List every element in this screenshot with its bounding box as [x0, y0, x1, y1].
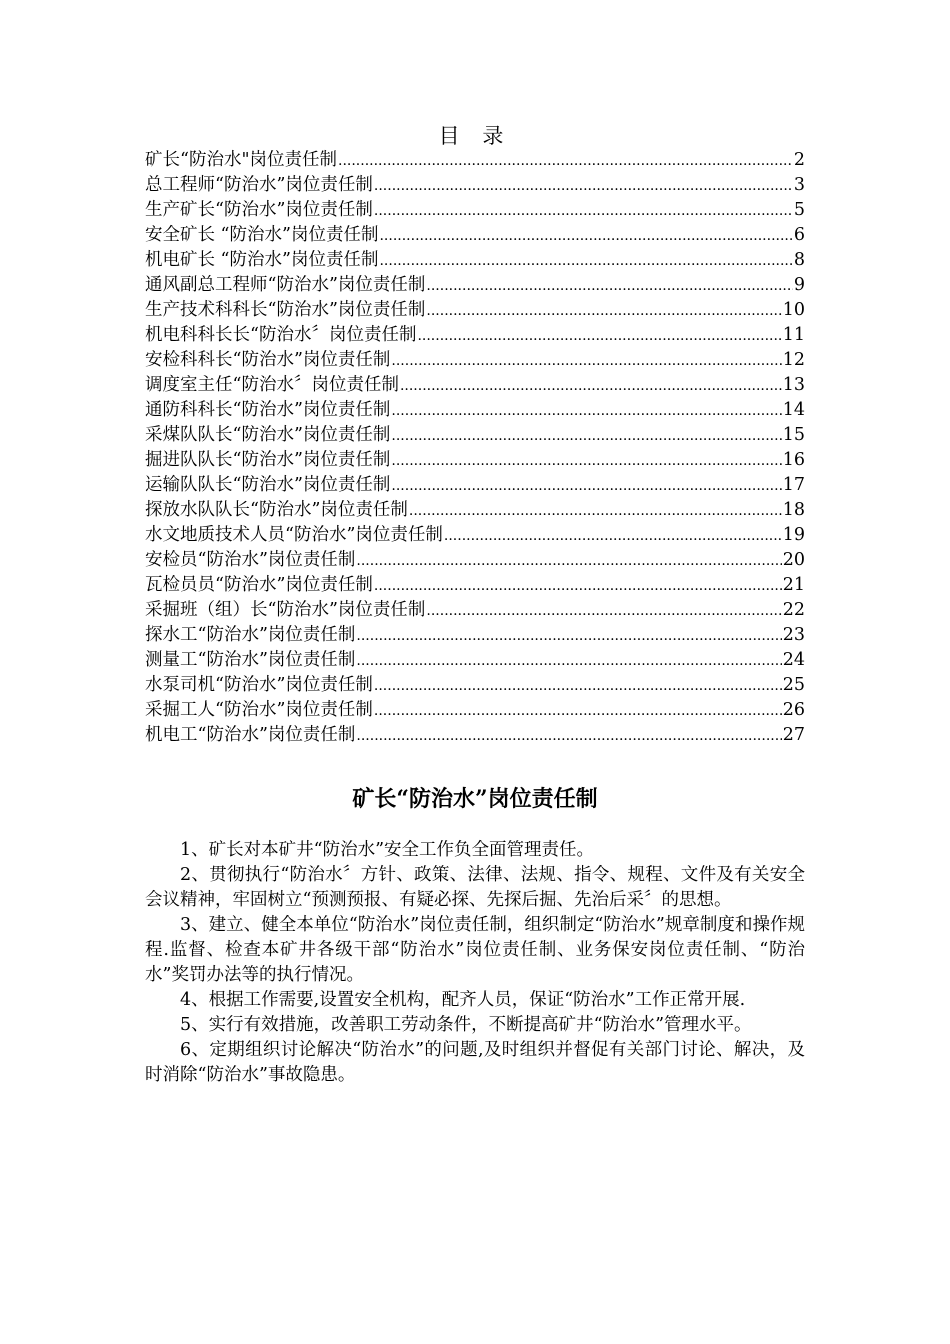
- toc-entry[interactable]: [145, 173, 805, 198]
- toc-leader-dots: [391, 349, 781, 373]
- toc-entry-page: 26: [782, 700, 805, 720]
- body-paragraph: 5、实行有效措施，改善职工劳动条件，不断提高矿井“防治水”管理水平。: [180, 1015, 752, 1035]
- toc-entry[interactable]: [145, 323, 805, 348]
- toc-entry-label: 通风副总工程师“防治水”岗位责任制: [145, 275, 426, 295]
- toc-entry-label: 探放水队队长“防治水”岗位责任制: [145, 500, 408, 520]
- toc-leader-dots: [374, 199, 793, 223]
- toc-entry[interactable]: [145, 348, 805, 373]
- toc-entry-label: 瓦检员员“防治水”岗位责任制: [145, 575, 373, 595]
- toc-leader-dots: [356, 649, 781, 673]
- toc-entry-label: 总工程师“防治水”岗位责任制: [145, 175, 373, 195]
- body-paragraph: 1、矿长对本矿井“防治水”安全工作负全面管理责任。: [180, 840, 595, 860]
- toc-entry[interactable]: [145, 398, 805, 423]
- toc-leader-dots: [374, 574, 782, 598]
- toc-entry[interactable]: [145, 373, 805, 398]
- toc-entry-label: 生产技术科科长“防治水”岗位责任制: [145, 300, 426, 320]
- toc-entry-label: 水泵司机“防治水”岗位责任制: [145, 675, 373, 695]
- toc-entry-page: 20: [782, 550, 805, 570]
- body-paragraph: 6、定期组织讨论解决“防治水”的问题,及时组织并督促有关部门讨论、解决，及时消除“防治水”事故隐患。: [145, 1040, 805, 1085]
- toc-entry-label: 水文地质技术人员“防治水”岗位责任制: [145, 525, 443, 545]
- toc-entry[interactable]: [145, 598, 805, 623]
- toc-entry-page: 12: [782, 350, 805, 370]
- toc-leader-dots: [374, 674, 782, 698]
- toc-entry-label: 采掘班（组）长“防治水”岗位责任制: [145, 600, 426, 620]
- toc-entry-page: 23: [782, 625, 805, 645]
- toc-leader-dots: [426, 274, 792, 298]
- toc-leader-dots: [379, 249, 792, 273]
- toc-entry-label: 采煤队队长“防治水”岗位责任制: [145, 425, 391, 445]
- toc-entry-label: 探水工“防治水”岗位责任制: [145, 625, 356, 645]
- toc-entry-page: 8: [793, 250, 805, 270]
- toc-entry-page: 3: [793, 175, 805, 195]
- toc-leader-dots: [391, 399, 781, 423]
- toc-entry[interactable]: [145, 648, 805, 673]
- toc-entry[interactable]: [145, 423, 805, 448]
- toc-entry-page: 6: [793, 225, 805, 245]
- toc-entry-label: 安检员“防治水”岗位责任制: [145, 550, 356, 570]
- toc-entry-label: 安检科科长“防治水”岗位责任制: [145, 350, 391, 370]
- toc-entry-page: 5: [793, 200, 805, 220]
- toc-leader-dots: [391, 424, 781, 448]
- toc-entry-page: 18: [782, 500, 805, 520]
- table-of-contents: [145, 148, 805, 748]
- toc-entry-page: 10: [782, 300, 805, 320]
- toc-entry-label: 矿长“防治水"岗位责任制: [145, 150, 337, 170]
- toc-leader-dots: [379, 224, 792, 248]
- toc-entry-label: 生产矿长“防治水”岗位责任制: [145, 200, 373, 220]
- toc-entry-page: 11: [782, 325, 805, 345]
- toc-entry[interactable]: [145, 198, 805, 223]
- toc-entry-label: 采掘工人“防治水”岗位责任制: [145, 700, 373, 720]
- toc-leader-dots: [374, 699, 782, 723]
- toc-entry-label: 机电矿长 “防治水”岗位责任制: [145, 250, 379, 270]
- toc-leader-dots: [356, 624, 781, 648]
- toc-entry[interactable]: [145, 273, 805, 298]
- toc-entry-page: 15: [782, 425, 805, 445]
- toc-leader-dots: [400, 374, 782, 398]
- toc-leader-dots: [391, 474, 781, 498]
- body-paragraph: 4、根据工作需要,设置安全机构，配齐人员，保证“防治水”工作正常开展.: [180, 990, 746, 1010]
- toc-title: 目 录: [438, 124, 512, 148]
- toc-entry-page: 9: [793, 275, 805, 295]
- body-paragraph: 2、贯彻执行“防治水〞方针、政策、法律、法规、指令、规程、文件及有关安全会议精神，牢固树立“预测预报、有疑必探、先探后掘、先治后采〞的思想。: [145, 865, 805, 910]
- toc-entry[interactable]: [145, 723, 805, 748]
- toc-leader-dots: [444, 524, 782, 548]
- toc-entry[interactable]: [145, 623, 805, 648]
- toc-entry-label: 机电工“防治水”岗位责任制: [145, 725, 356, 745]
- toc-entry-label: 安全矿长 “防治水”岗位责任制: [145, 225, 379, 245]
- toc-entry-label: 机电科科长长“防治水〞岗位责任制: [145, 325, 417, 345]
- toc-leader-dots: [426, 599, 781, 623]
- toc-entry[interactable]: [145, 673, 805, 698]
- toc-entry[interactable]: [145, 523, 805, 548]
- toc-entry-label: 测量工“防治水”岗位责任制: [145, 650, 356, 670]
- toc-entry-page: 21: [782, 575, 805, 595]
- body-paragraph: 3、建立、健全本单位“防治水”岗位责任制，组织制定“防治水”规章制度和操作规程.监督、检查本矿井各级干部“防治水”岗位责任制、业务保安岗位责任制、“防治水”奖罚办法等的执行情况。: [145, 915, 805, 985]
- toc-entry-label: 通防科科长“防治水”岗位责任制: [145, 400, 391, 420]
- toc-entry-page: 16: [782, 450, 805, 470]
- section-heading: 矿长“防治水”岗位责任制: [352, 786, 598, 812]
- toc-entry[interactable]: [145, 473, 805, 498]
- toc-entry[interactable]: [145, 573, 805, 598]
- toc-entry-page: 13: [782, 375, 805, 395]
- toc-entry-label: 调度室主任“防治水〞岗位责任制: [145, 375, 399, 395]
- toc-leader-dots: [356, 724, 781, 748]
- toc-entry[interactable]: [145, 498, 805, 523]
- toc-entry[interactable]: [145, 223, 805, 248]
- toc-entry-page: 17: [782, 475, 805, 495]
- toc-entry[interactable]: [145, 298, 805, 323]
- toc-entry-page: 22: [782, 600, 805, 620]
- toc-entry[interactable]: [145, 248, 805, 273]
- toc-leader-dots: [338, 149, 793, 173]
- toc-entry[interactable]: [145, 698, 805, 723]
- toc-entry[interactable]: [145, 148, 805, 173]
- toc-entry-label: 掘进队队长“防治水”岗位责任制: [145, 450, 391, 470]
- toc-entry[interactable]: [145, 448, 805, 473]
- toc-leader-dots: [426, 299, 781, 323]
- toc-entry-page: 2: [793, 150, 805, 170]
- toc-leader-dots: [391, 449, 781, 473]
- toc-entry-page: 25: [782, 675, 805, 695]
- section-body: [145, 838, 805, 1088]
- toc-leader-dots: [417, 324, 781, 348]
- toc-entry-page: 14: [782, 400, 805, 420]
- toc-entry-page: 24: [782, 650, 805, 670]
- toc-leader-dots: [409, 499, 782, 523]
- toc-leader-dots: [356, 549, 781, 573]
- toc-entry-page: 27: [782, 725, 805, 745]
- toc-entry[interactable]: [145, 548, 805, 573]
- toc-leader-dots: [374, 174, 793, 198]
- toc-entry-page: 19: [782, 525, 805, 545]
- toc-entry-label: 运输队队长“防治水”岗位责任制: [145, 475, 391, 495]
